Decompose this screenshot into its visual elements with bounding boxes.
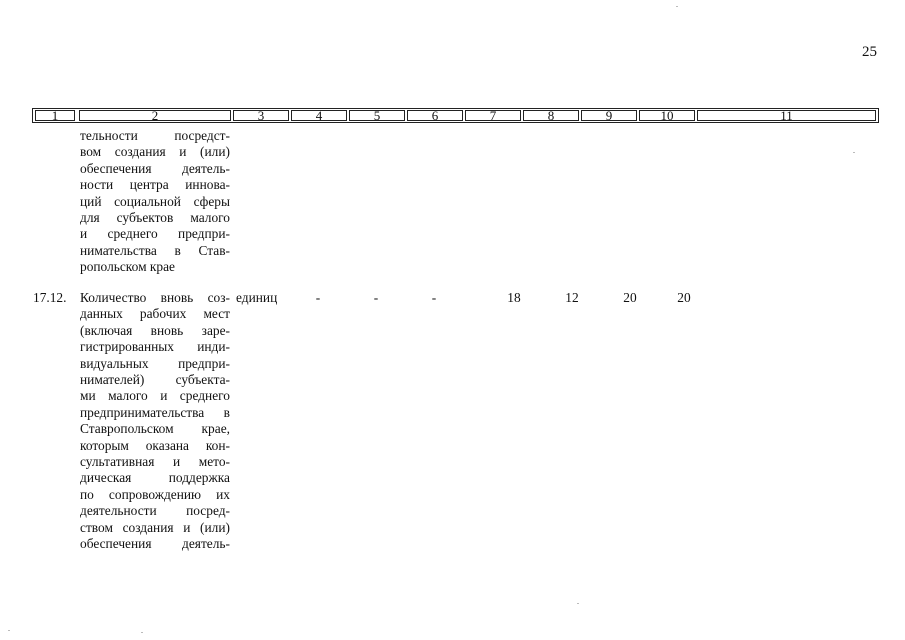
text-line: тельности посредст-: [80, 128, 230, 143]
text-line: для субъектов малого: [80, 210, 230, 226]
text-line: деятельности посред-: [80, 503, 230, 519]
row-number: 17.12.: [33, 290, 67, 305]
text-line: ропольском крае: [80, 259, 175, 275]
text-line: нимательства в Став-: [80, 242, 230, 258]
row-description: [80, 290, 230, 553]
page-number: 25: [862, 44, 877, 60]
table-header-row: [32, 108, 879, 123]
text-line: вом создания и (или): [80, 144, 230, 160]
text-line: дическая поддержка: [80, 470, 230, 486]
header-col-5: 5: [349, 110, 405, 121]
scan-speck: [8, 630, 10, 631]
text-line: нимателей) субъекта-: [80, 372, 230, 388]
text-line: ми малого и среднего: [80, 388, 230, 404]
scan-speck: [853, 152, 855, 153]
text-line: гистрированных инди-: [80, 339, 230, 355]
row-value-col6: -: [431, 290, 437, 305]
row-value-col7: 18: [507, 290, 521, 305]
row-value-col8: 12: [565, 290, 579, 305]
text-line: обеспечения деятель-: [80, 160, 230, 176]
text-line: предпринимательства в: [80, 404, 230, 420]
header-col-4: 4: [291, 110, 347, 121]
scan-speck: [676, 6, 678, 7]
text-line: и среднего предпри-: [80, 226, 230, 242]
scan-speck: [141, 632, 143, 633]
row-value-col4: -: [315, 290, 321, 305]
continuation-text: [80, 128, 230, 276]
header-col-6: 6: [407, 110, 463, 121]
text-line: сультативная и мето-: [80, 454, 230, 470]
header-col-3: 3: [233, 110, 289, 121]
text-line: ством создания и (или): [80, 519, 230, 535]
text-line: обеспечения деятель-: [80, 536, 230, 552]
text-line: видуальных предпри-: [80, 355, 230, 371]
row-value-col10: 20: [677, 290, 691, 305]
header-col-8: 8: [523, 110, 579, 121]
text-line: ности центра иннова-: [80, 177, 230, 193]
header-col-2: 2: [79, 110, 231, 121]
row-value-col5: -: [373, 290, 379, 305]
text-line: ций социальной сферы: [80, 193, 230, 209]
text-line: Ставропольском крае,: [80, 421, 230, 437]
text-line: данных рабочих мест: [80, 306, 230, 322]
header-col-1: 1: [35, 110, 75, 121]
text-line: Количество вновь соз-: [80, 290, 230, 305]
scan-speck: [577, 603, 579, 604]
row-value-col9: 20: [623, 290, 637, 305]
text-line: (включая вновь заре-: [80, 322, 230, 338]
header-col-9: 9: [581, 110, 637, 121]
header-col-7: 7: [465, 110, 521, 121]
text-line: которым оказана кон-: [80, 437, 230, 453]
row-unit: единиц: [236, 290, 278, 305]
header-col-10: 10: [639, 110, 695, 121]
text-line: по сопровождению их: [80, 486, 230, 502]
header-col-11: 11: [697, 110, 876, 121]
